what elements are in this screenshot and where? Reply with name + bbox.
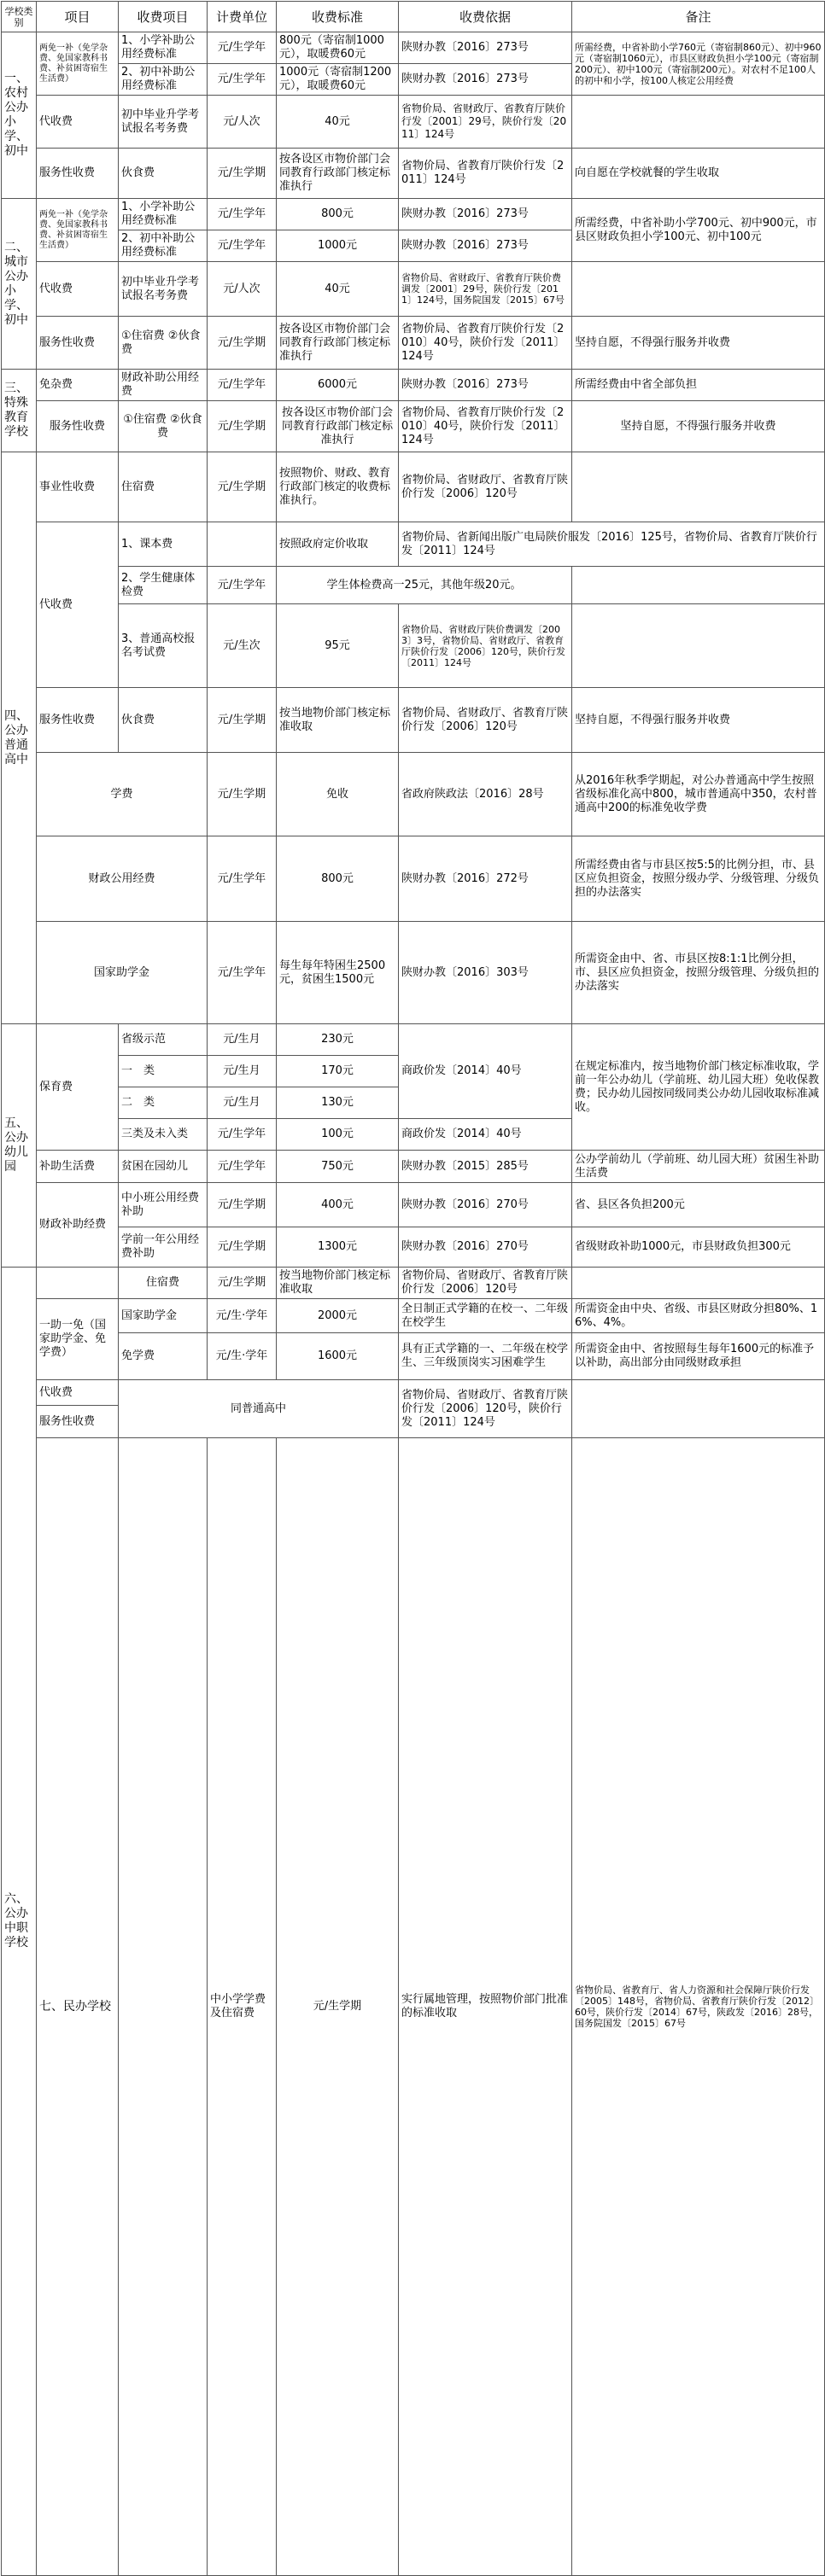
unit-cell: 元/生月 bbox=[208, 1024, 277, 1056]
header-school-type: 学校类别 bbox=[2, 2, 37, 32]
fee-item-cell: 2、初中补助公用经费标准 bbox=[119, 64, 208, 96]
fee-item-cell: 1、小学补助公用经费标准 bbox=[119, 32, 208, 64]
category-cell: 三、特殊教育学校 bbox=[2, 370, 37, 452]
item-cell: 免杂费 bbox=[37, 370, 119, 401]
note-cell: 坚持自愿，不得强行服务并收费 bbox=[572, 688, 825, 753]
item-cell: 服务性收费 bbox=[37, 401, 119, 452]
basis-cell: 省物价局、省财政厅、省教育厅陕价行发〔2006〕120号，陕价行发〔2011〕124号 bbox=[399, 1380, 572, 1438]
basis-cell: 省物价局、省教育厅、省人力资源和社会保障厅陕价行发〔2005〕148号，省物价局、省教育厅陕价行发〔2012〕60号，陕价行发〔2014〕67号，陕政发〔2016〕28号，国务院国发〔2015〕67号 bbox=[572, 1438, 825, 2576]
unit-cell: 元/生学期 bbox=[208, 401, 277, 452]
note-cell: 所需经费由省与市县区按5:5的比例分担，市、县区应负担资金，按照分级办学、分级管理、分级负担的办法落实 bbox=[572, 836, 825, 922]
table-row bbox=[2, 149, 825, 199]
unit-cell: 元/生·学年 bbox=[208, 1299, 277, 1333]
fee-item-cell: 伙食费 bbox=[119, 688, 208, 753]
standard-cell: 按照物价、财政、教育行政部门核定的收费标准执行。 bbox=[277, 452, 399, 522]
unit-cell: 元/生学期 bbox=[208, 1268, 277, 1299]
table-row bbox=[2, 1151, 825, 1183]
unit-cell: 元/生学年 bbox=[208, 32, 277, 64]
note-cell: 所需经费，中省补助小学760元（寄宿制860元）、初中960元（寄宿制1060元），市县区财政负担小学100元（寄宿制200元）、初中100元（寄宿制200元）。对农村不足100人的初中和小学，按100人核定公用经费 bbox=[572, 32, 825, 96]
unit-cell: 元/生学年 bbox=[208, 836, 277, 922]
basis-cell: 商政价发〔2014〕40号 bbox=[399, 1024, 572, 1119]
note-cell: 在规定标准内，按当地物价部门核定标准收取，学前一年公办幼儿（学前班、幼儿园大班）免收保教费；民办幼儿园按同级同类公办幼儿园收取标准减收。 bbox=[572, 1024, 825, 1151]
same-as-cell: 同普通高中 bbox=[119, 1380, 399, 1438]
standard-cell: 学生体检费高一25元，其他年级20元。 bbox=[277, 567, 572, 604]
unit-cell: 元/人次 bbox=[208, 262, 277, 317]
basis-cell: 陕财办教〔2016〕273号 bbox=[399, 64, 572, 96]
unit-cell: 元/生学年 bbox=[208, 1119, 277, 1151]
basis-cell: 陕财办教〔2016〕272号 bbox=[399, 836, 572, 922]
item-cell: 代收费 bbox=[37, 262, 119, 317]
fee-item-cell: 中小学学费及住宿费 bbox=[208, 1438, 277, 2576]
table-row bbox=[2, 1438, 825, 2576]
standard-cell: 800元（寄宿制1000元），取暖费60元 bbox=[277, 32, 399, 64]
fee-item-cell: 初中毕业升学考试报名考务费 bbox=[119, 262, 208, 317]
item-cell: 服务性收费 bbox=[37, 688, 119, 753]
note-cell bbox=[572, 452, 825, 522]
fee-item-cell: 3、普通高校报名考试费 bbox=[119, 604, 208, 688]
basis-cell: 省物价局、省财政厅、省教育厅陕价行发〔2001〕29号，陕价行发〔2011〕124号 bbox=[399, 96, 572, 149]
fee-item-cell: 财政补助公用经费 bbox=[119, 370, 208, 401]
standard-cell: 800元 bbox=[277, 199, 399, 230]
standard-cell: 95元 bbox=[277, 604, 399, 688]
category-cell: 四、公办普通高中 bbox=[2, 452, 37, 1024]
header-unit: 计费单位 bbox=[208, 2, 277, 32]
unit-cell: 元/生学期 bbox=[208, 1183, 277, 1227]
item-cell bbox=[37, 1268, 119, 1299]
table-row bbox=[2, 32, 825, 64]
basis-cell: 陕财办教〔2016〕273号 bbox=[399, 32, 572, 64]
category-cell: 五、公办幼儿园 bbox=[2, 1024, 37, 1268]
standard-cell: 实行属地管理，按照物价部门批准的标准收取 bbox=[399, 1438, 572, 2576]
basis-cell: 省政府陕政法〔2016〕28号 bbox=[399, 753, 572, 836]
basis-cell: 陕财办教〔2016〕273号 bbox=[399, 370, 572, 401]
standard-cell: 170元 bbox=[277, 1056, 399, 1087]
unit-cell bbox=[208, 522, 277, 567]
standard-cell: 免收 bbox=[277, 753, 399, 836]
item-cell: 国家助学金 bbox=[37, 922, 208, 1024]
standard-cell: 1600元 bbox=[277, 1333, 399, 1380]
unit-cell: 元/生月 bbox=[208, 1087, 277, 1119]
header-basis: 收费依据 bbox=[399, 2, 572, 32]
standard-cell: 1000元 bbox=[277, 230, 399, 262]
note-cell bbox=[572, 262, 825, 317]
note-cell: 所需资金由中、省按照每生每年1600元的标准予以补助，高出部分由同级财政承担 bbox=[572, 1333, 825, 1380]
basis-cell: 陕财办教〔2016〕273号 bbox=[399, 199, 572, 230]
standard-cell: 1000元（寄宿制1200元），取暖费60元 bbox=[277, 64, 399, 96]
unit-cell: 元/生月 bbox=[208, 1056, 277, 1087]
item-cell: 补助生活费 bbox=[37, 1151, 119, 1183]
item-cell: 学费 bbox=[37, 753, 208, 836]
item-cell: 服务性收费 bbox=[37, 149, 119, 199]
unit-cell: 元/生学期 bbox=[208, 149, 277, 199]
basis-cell: 陕财办教〔2015〕285号 bbox=[399, 1151, 572, 1183]
category-cell: 二、城市公办小学、初中 bbox=[2, 199, 37, 370]
standard-cell: 800元 bbox=[277, 836, 399, 922]
basis-cell: 省物价局、省教育厅陕价行发〔2010〕40号，陕价行发〔2011〕124号 bbox=[399, 317, 572, 370]
standard-cell: 750元 bbox=[277, 1151, 399, 1183]
fee-table bbox=[1, 1, 825, 2576]
standard-cell: 100元 bbox=[277, 1119, 399, 1151]
table-row bbox=[2, 922, 825, 1024]
item-cell: 服务性收费 bbox=[37, 1406, 119, 1438]
standard-cell: 230元 bbox=[277, 1024, 399, 1056]
standard-cell: 2000元 bbox=[277, 1299, 399, 1333]
item-cell: 财政补助经费 bbox=[37, 1183, 119, 1268]
unit-cell: 元/生学年 bbox=[208, 370, 277, 401]
fee-item-cell: 住宿费 bbox=[119, 452, 208, 522]
unit-cell: 元/生学年 bbox=[208, 1151, 277, 1183]
header-standard: 收费标准 bbox=[277, 2, 399, 32]
basis-cell: 商政价发〔2014〕40号 bbox=[399, 1119, 572, 1151]
item-cell: 代收费 bbox=[37, 522, 119, 688]
item-cell: 一助一免（国家助学金、免学费） bbox=[37, 1299, 119, 1380]
table-row bbox=[2, 1024, 825, 1056]
standard-cell: 400元 bbox=[277, 1183, 399, 1227]
basis-cell: 具有正式学籍的一、二年级在校学生、三年级顶岗实习困难学生 bbox=[399, 1333, 572, 1380]
fee-item-cell: ①住宿费 ②伙食费 bbox=[119, 317, 208, 370]
basis-cell: 陕财办教〔2016〕270号 bbox=[399, 1183, 572, 1227]
header-fee-item: 收费项目 bbox=[119, 2, 208, 32]
category-cell: 七、民办学校 bbox=[37, 1438, 119, 2576]
note-cell bbox=[572, 96, 825, 149]
table-row bbox=[2, 604, 825, 688]
note-cell: 所需资金由中、省、市县区按8:1:1比例分担，市、县区应负担资金，按照分级管理、分级负担的办法落实 bbox=[572, 922, 825, 1024]
note-cell: 向自愿在学校就餐的学生收取 bbox=[572, 149, 825, 199]
table-row bbox=[2, 688, 825, 753]
item-cell: 财政公用经费 bbox=[37, 836, 208, 922]
basis-cell: 省物价局、省教育厅陕价行发〔2011〕124号 bbox=[399, 149, 572, 199]
basis-cell: 省物价局、省财政厅、省教育厅陕价行发〔2006〕120号 bbox=[399, 1268, 572, 1299]
basis-cell: 陕财办教〔2016〕270号 bbox=[399, 1227, 572, 1268]
note-cell bbox=[572, 567, 825, 604]
standard-cell: 40元 bbox=[277, 96, 399, 149]
fee-item-cell: 中小班公用经费补助 bbox=[119, 1183, 208, 1227]
fee-item-cell: 初中毕业升学考试报名考务费 bbox=[119, 96, 208, 149]
note-cell: 公办学前幼儿（学前班、幼儿园大班）贫困生补助生活费 bbox=[572, 1151, 825, 1183]
unit-cell: 元/人次 bbox=[208, 96, 277, 149]
basis-cell: 陕财办教〔2016〕273号 bbox=[399, 230, 572, 262]
fee-item-cell: 二 类 bbox=[119, 1087, 208, 1119]
table-row bbox=[2, 96, 825, 149]
table-row bbox=[2, 452, 825, 522]
table-row bbox=[2, 1299, 825, 1333]
basis-cell: 省物价局、省财政厅、省教育厅陕价行发〔2006〕120号 bbox=[399, 452, 572, 522]
table-row bbox=[2, 836, 825, 922]
table-row bbox=[2, 567, 825, 604]
note-cell: 坚持自愿，不得强行服务并收费 bbox=[572, 317, 825, 370]
unit-cell: 元/生学期 bbox=[208, 753, 277, 836]
unit-cell: 元/生学年 bbox=[208, 64, 277, 96]
unit-cell: 元/生学年 bbox=[208, 199, 277, 230]
note-cell: 所需资金由中央、省级、市县区财政分担80%、16%、4%。 bbox=[572, 1299, 825, 1333]
table-row bbox=[2, 199, 825, 230]
standard-cell: 6000元 bbox=[277, 370, 399, 401]
fee-item-cell: 贫困在园幼儿 bbox=[119, 1151, 208, 1183]
fee-item-cell: 一 类 bbox=[119, 1056, 208, 1087]
basis-cell: 全日制正式学籍的在校一、二年级在校学生 bbox=[399, 1299, 572, 1333]
standard-cell: 按各设区市物价部门会同教育行政部门核定标准执行 bbox=[277, 149, 399, 199]
basis-cell: 省物价局、省财政厅、省教育厅陕价行发〔2006〕120号 bbox=[399, 688, 572, 753]
note-cell: 省级财政补助1000元，市县财政负担300元 bbox=[572, 1227, 825, 1268]
table-row bbox=[2, 317, 825, 370]
table-row bbox=[2, 753, 825, 836]
standard-cell: 按各设区市物价部门会同教育行政部门核定标准执行 bbox=[277, 317, 399, 370]
item-cell: 代收费 bbox=[37, 96, 119, 149]
note-cell: 省、县区各负担200元 bbox=[572, 1183, 825, 1227]
unit-cell: 元/生学年 bbox=[208, 922, 277, 1024]
basis-cell: 省物价局、省教育厅陕价行发〔2010〕40号，陕价行发〔2011〕124号 bbox=[399, 401, 572, 452]
note-cell: 所需经费，中省补助小学700元、初中900元，市县区财政负担小学100元、初中100元 bbox=[572, 199, 825, 262]
basis-cell: 省物价局、省财政厅陕价费调发〔2003〕3号，省物价局、省财政厅、省教育厅陕价行发〔2006〕120号，陕价行发〔2011〕124号 bbox=[399, 604, 572, 688]
table-row bbox=[2, 401, 825, 452]
item-cell: 两免一补（免学杂费、免国家教科书费、补贫困寄宿生生活费） bbox=[37, 199, 119, 262]
note-cell bbox=[572, 1268, 825, 1299]
fee-item-cell: 国家助学金 bbox=[119, 1299, 208, 1333]
fee-item-cell: 免学费 bbox=[119, 1333, 208, 1380]
header-item: 项目 bbox=[37, 2, 119, 32]
unit-cell: 元/生学期 bbox=[208, 1227, 277, 1268]
item-cell: 事业性收费 bbox=[37, 452, 119, 522]
item-cell: 代收费 bbox=[37, 1380, 119, 1406]
table-row bbox=[2, 262, 825, 317]
fee-item-cell: 学前一年公用经费补助 bbox=[119, 1227, 208, 1268]
fee-item-cell: ①住宿费 ②伙食费 bbox=[119, 401, 208, 452]
standard-cell: 1300元 bbox=[277, 1227, 399, 1268]
standard-cell: 按当地物价部门核定标准收取 bbox=[277, 688, 399, 753]
table-row bbox=[2, 370, 825, 401]
table-row bbox=[2, 1183, 825, 1227]
standard-cell: 每生每年特困生2500元，贫困生1500元 bbox=[277, 922, 399, 1024]
table-row bbox=[2, 1333, 825, 1380]
category-cell: 一、农村公办小学、初中 bbox=[2, 32, 37, 199]
standard-cell: 按照政府定价收取 bbox=[277, 522, 399, 567]
basis-cell: 陕财办教〔2016〕303号 bbox=[399, 922, 572, 1024]
unit-cell: 元/生学期 bbox=[277, 1438, 399, 2576]
standard-cell: 按当地物价部门核定标准收取 bbox=[277, 1268, 399, 1299]
basis-cell: 省物价局、省财政厅、省教育厅陕价费调发〔2001〕29号，陕价行发〔2011〕124号，国务院国发〔2015〕67号 bbox=[399, 262, 572, 317]
table-row bbox=[2, 1268, 825, 1299]
unit-cell: 元/生·学年 bbox=[208, 1333, 277, 1380]
table-row bbox=[2, 1227, 825, 1268]
fee-item-cell: 1、小学补助公用经费标准 bbox=[119, 199, 208, 230]
item-cell: 保育费 bbox=[37, 1024, 119, 1151]
note-cell bbox=[572, 604, 825, 688]
basis-cell: 省物价局、省新闻出版广电局陕价服发〔2016〕125号，省物价局、省教育厅陕价行发〔2011〕124号 bbox=[399, 522, 825, 567]
unit-cell: 元/生学年 bbox=[208, 567, 277, 604]
unit-cell: 元/生次 bbox=[208, 604, 277, 688]
note-cell: 所需经费由中省全部负担 bbox=[572, 370, 825, 401]
note-cell: 坚持自愿，不得强行服务并收费 bbox=[572, 401, 825, 452]
standard-cell: 130元 bbox=[277, 1087, 399, 1119]
standard-cell: 按各设区市物价部门会同教育行政部门核定标准执行 bbox=[277, 401, 399, 452]
standard-cell: 40元 bbox=[277, 262, 399, 317]
note-cell: 从2016年秋季学期起，对公办普通高中学生按照省级标准化高中800，城市普通高中350，农村普通高中200的标准免收学费 bbox=[572, 753, 825, 836]
fee-item-cell: 2、学生健康体检费 bbox=[119, 567, 208, 604]
fee-item-cell: 1、课本费 bbox=[119, 522, 208, 567]
unit-cell: 元/生学期 bbox=[208, 688, 277, 753]
table-row bbox=[2, 1380, 825, 1406]
item-cell: 两免一补（免学杂费、免国家教科书费、补贫困寄宿生生活费） bbox=[37, 32, 119, 96]
fee-item-cell: 2、初中补助公用经费标准 bbox=[119, 230, 208, 262]
fee-item-cell: 三类及未入类 bbox=[119, 1119, 208, 1151]
table-row bbox=[2, 522, 825, 567]
category-cell: 六、公办中职学校 bbox=[2, 1268, 37, 2576]
fee-item-cell: 伙食费 bbox=[119, 149, 208, 199]
fee-item-cell: 住宿费 bbox=[119, 1268, 208, 1299]
header-row bbox=[2, 2, 825, 32]
unit-cell: 元/生学年 bbox=[208, 230, 277, 262]
unit-cell: 元/生学期 bbox=[208, 317, 277, 370]
unit-cell: 元/生学期 bbox=[208, 452, 277, 522]
item-cell: 服务性收费 bbox=[37, 317, 119, 370]
note-cell bbox=[572, 1380, 825, 1438]
fee-item-cell: 省级示范 bbox=[119, 1024, 208, 1056]
header-note: 备注 bbox=[572, 2, 825, 32]
item-cell bbox=[119, 1438, 208, 2576]
